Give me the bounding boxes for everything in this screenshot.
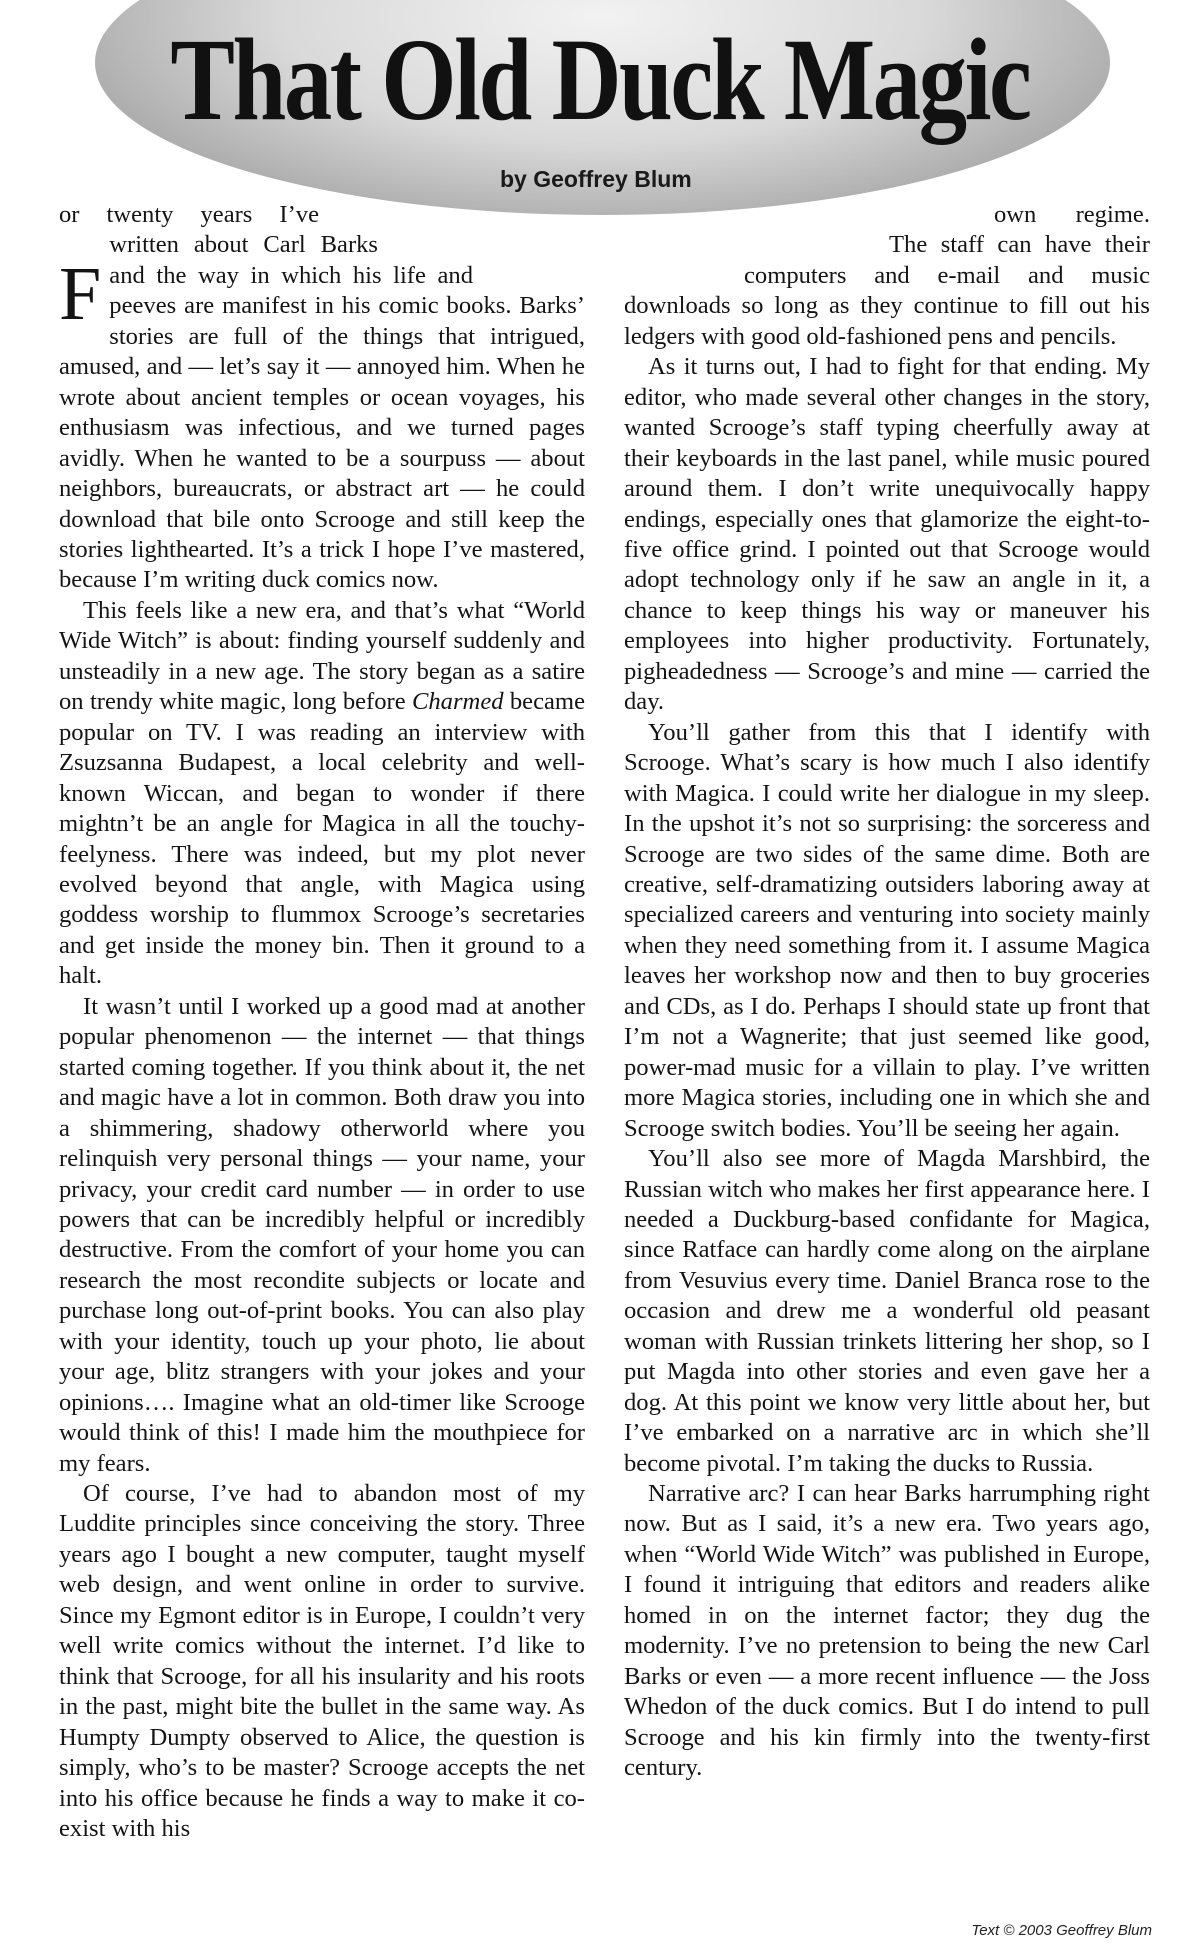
article-title: That Old Duck Magic (170, 14, 1030, 145)
paragraph-text: became popular on TV. I was reading an interview with Zsuzsanna Budapest, a local celebrity and well-known Wiccan, and began to wonder if there mightn’t be an angle for Magica in all the touchy-feelyness. There was indeed, but my plot never evolved beyond that angle, with Magica using goddess worship to flummox Scrooge’s secretaries and get inside the money bin. Then it ground to a halt. (59, 688, 585, 990)
paragraph (59, 596, 585, 992)
paragraph: It wasn’t until I worked up a good mad at another popular phenomenon — the internet — that things started coming together. If you think about it, the net and magic have a lot in common. Both draw you into a shimmering, shadowy otherworld where you relinquish very personal things — your name, your privacy, your credit card number — in order to use powers that can be incredibly helpful or incredibly destructive. From the comfort of your home you can research the most recondite subjects or locate and purchase long out-of-print books. You can also play with your identity, touch up your photo, lie about your age, blitz strangers with your jokes and your opinions…. Imagine what an old-timer like Scroogе would think of this! I made him the mouthpiece for my fears. (59, 992, 585, 1477)
paragraph: You’ll also see more of Magda Marshbird, the Russian witch who makes her first appearance here. I needed a Duckburg-based confidante for Magica, since Ratface can hardly come along on the airplane from Vesuvius every time. Daniel Branca rose to the occasion and drew me a wonderful old peasant woman with Russian trinkets littering her shop, so I put Magda into other stories and even gave her a dog. At this point we know very little about her, but I’ve embarked on a narrative arc in which she’ll become pivotal. I’m taking the ducks to Russia. (624, 1145, 1150, 1477)
drop-cap: F (59, 252, 102, 336)
paragraph-text: or twenty years I’ve written about Carl Barks and the way in which his life and peeves are manifest in his comic books. Barks’ stories are full of the things that intrigued, amused, and — let’s say it — annoyed him. When he wrote about ancient temples or ocean voyages, his enthusiasm was infectious, and we turned pages avidly. When he wanted to be a sourpuss — about neighbors, bureaucrats, or abstract art — he could download that bile onto Scrooge and still keep the stories lighthearted. It’s a trick I hope I’ve mastered, because I’m writing duck comics now. (59, 201, 585, 594)
copyright-credit: Text © 2003 Geoffrey Blum (971, 1922, 1152, 1939)
title-curve-spacer (319, 200, 585, 230)
right-column (624, 200, 1150, 1784)
paragraph: Of course, I’ve had to abandon most of my Luddite principles since conceiving the story. Three years ago I bought a new computer, taught myself web design, and went online in order to survive. Since my Egmont editor is in Europe, I couldn’t very well write comics without the internet. I’d like to think that Scrooge, for all his insularity and his roots in the past, might bite the bullet in the same way. As Humpty Dumpty observed to Alice, the question is simply, who’s to be master? Scrooge accepts the net into his office because he finds a way to make it co-exist with his (59, 1480, 585, 1843)
show-title: Charmed (411, 688, 504, 716)
title-curve-spacer (473, 260, 585, 290)
left-column (59, 200, 585, 1844)
paragraph: As it turns out, I had to fight for that ending. My editor, who made several other changes in the story, wanted Scrooge’s staff typing cheerfully away at their keyboards in the last panel, while music poured around them. I don’t write unequivocally happy endings, especially ones that glamorize the eight-to-five office grind. I pointed out that Scrooge would adopt technology only if he saw an angle in it, a chance to keep things his way or maneuver his employees into higher productivity. Fortunately, pigheadedness — Scrooge’s and mine — carried the day. (624, 353, 1150, 716)
title-curve-spacer (624, 200, 994, 230)
title-curve-spacer (624, 260, 744, 290)
paragraph-text: This feels like a new era, and that’s what “World Wide Witch” is about: finding yourself suddenly and unsteadily in a new age. The story began as a satire on trendy white magic, long before (59, 596, 585, 716)
title-curve-spacer (378, 230, 585, 260)
title-curve-spacer (624, 230, 889, 260)
paragraph: You’ll gather from this that I identify with Scrooge. What’s scary is how much I also identify with Magica. I could write her dialogue in my sleep. In the upshot it’s not so surprising: the sorceress and Scrooge are two sides of the same dime. Both are creative, self-dramatizing outsiders laboring away at specialized careers and venturing into society mainly when they need something from it. I assume Magica leaves her workshop now and then to buy groceries and CDs, as I do. Perhaps I should state up front that I’m not a Wagnerite; that just seemed like good, power-mad music for a villain to play. I’ve written more Magica stories, including one in which she and Scrooge switch bodies. You’ll be seeing her again. (624, 718, 1150, 1142)
paragraph: own regime. The staff can have their computers and e-mail and music downloads so long as they continue to fill out his ledgers with good old-fashioned pens and pencils. (624, 201, 1150, 350)
article-byline: by Geoffrey Blum (500, 166, 692, 192)
paragraph: Narrative arc? I can hear Barks harrumphing right now. But as I said, it’s a new era. Two years ago, when “World Wide Witch” was published in Europe, I found it intriguing that editors and readers alike homed in on the internet factor; they dug the modernity. I’ve no pretension to being the new Carl Barks or even — a more recent influence — the Joss Whedon of the duck comics. But I do intend to pull Scrooge and his kin firmly into the twenty-first century. (624, 1480, 1150, 1782)
